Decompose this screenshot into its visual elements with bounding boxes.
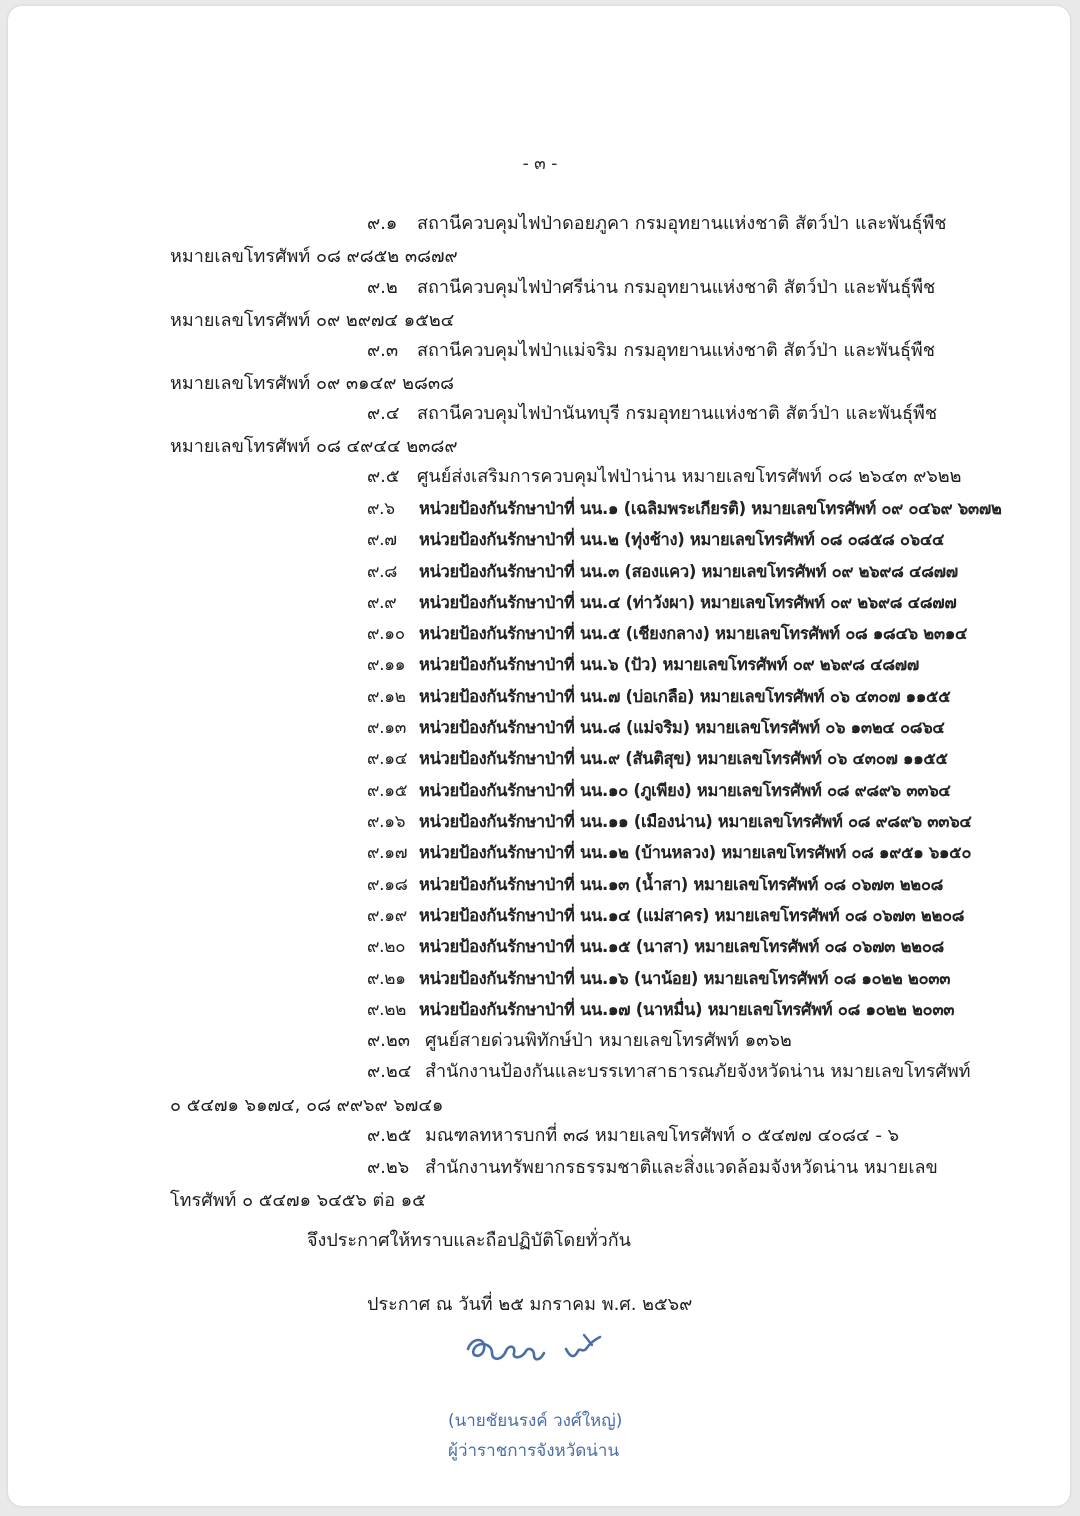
item-text: หน่วยป้องกันรักษาป่าที่ นน.๑๗ (นาหมื่น) หมายเลขโทรศัพท์ ๐๘ ๑๐๒๒ ๒๐๓๓ [419, 1000, 955, 1019]
list-item [367, 997, 954, 1023]
item-text: สถานีควบคุมไฟป่านันทบุรี กรมอุทยานแห่งชาติ สัตว์ป่า และพันธุ์พืช [417, 403, 938, 424]
list-item [367, 684, 950, 710]
item-number: ๙.๒๑ [367, 969, 406, 989]
list-item [367, 715, 945, 741]
item-text: หน่วยป้องกันรักษาป่าที่ นน.๑๓ (น้ำสา) หมายเลขโทรศัพท์ ๐๘ ๐๖๗๓ ๒๒๐๘ [419, 875, 944, 894]
item-number: ๙.๑๒ [367, 687, 406, 707]
item-text: สถานีควบคุมไฟป่าดอยภูคา กรมอุทยานแห่งชาติ สัตว์ป่า และพันธุ์พืช [417, 213, 947, 234]
item-text: ศูนย์สายด่วนพิทักษ์ป่า หมายเลขโทรศัพท์ ๑๓๖๒ [425, 1030, 792, 1051]
item-text: หน่วยป้องกันรักษาป่าที่ นน.๑๖ (นาน้อย) หมายเลขโทรศัพท์ ๐๘ ๑๐๒๒ ๒๐๓๓ [419, 969, 951, 988]
item-continuation: หมายเลขโทรศัพท์ ๐๘ ๙๘๕๒ ๓๘๗๙ [170, 246, 458, 267]
signer-name: (นายชัยนรงค์ วงศ์ใหญ่) [448, 1411, 623, 1431]
item-text: หน่วยป้องกันรักษาป่าที่ นน.๖ (ปัว) หมายเลขโทรศัพท์ ๐๙ ๒๖๙๘ ๔๘๗๗ [419, 655, 919, 674]
item-text: หน่วยป้องกันรักษาป่าที่ นน.๑๑ (เมืองน่าน) หมายเลขโทรศัพท์ ๐๘ ๙๘๙๖ ๓๓๖๔ [419, 812, 972, 831]
list-item [367, 464, 961, 490]
list-item [367, 872, 943, 898]
item-text: หน่วยป้องกันรักษาป่าที่ นน.๑๕ (นาสา) หมายเลขโทรศัพท์ ๐๘ ๐๖๗๓ ๒๒๐๘ [419, 937, 944, 956]
item-number: ๙.๑๖ [367, 812, 406, 832]
item-text: หน่วยป้องกันรักษาป่าที่ นน.๔ (ท่าวังผา) หมายเลขโทรศัพท์ ๐๙ ๒๖๙๘ ๔๘๗๗ [419, 593, 957, 612]
list-item [367, 840, 971, 866]
list-item [367, 746, 948, 772]
item-text: สำนักงานทรัพยากรธรรมชาติและสิ่งแวดล้อมจังหวัดน่าน หมายเลข [425, 1157, 938, 1178]
item-continuation: หมายเลขโทรศัพท์ ๐๙ ๓๑๔๙ ๒๘๓๘ [170, 373, 455, 394]
signature-image [462, 1327, 622, 1379]
item-continuation: ๐ ๕๔๗๑ ๖๑๗๔, ๐๘ ๙๙๖๙ ๖๗๔๑ [170, 1095, 444, 1116]
item-text: หน่วยป้องกันรักษาป่าที่ นน.๘ (แม่จริม) หมายเลขโทรศัพท์ ๐๖ ๑๓๒๔ ๐๘๖๔ [419, 718, 945, 737]
list-item [367, 809, 972, 835]
list-item [367, 590, 956, 616]
page-number: - ๓ - [522, 154, 558, 174]
item-continuation: หมายเลขโทรศัพท์ ๐๙ ๒๙๗๔ ๑๕๒๔ [170, 310, 455, 331]
item-number: ๙.๙ [367, 593, 397, 613]
item-text: สำนักงานป้องกันและบรรเทาสาธารณภัยจังหวัดน่าน หมายเลขโทรศัพท์ [425, 1061, 971, 1082]
item-number: ๙.๑๑ [367, 655, 406, 675]
item-continuation: หมายเลขโทรศัพท์ ๐๘ ๔๙๔๔ ๒๓๘๙ [170, 436, 458, 457]
item-text: หน่วยป้องกันรักษาป่าที่ นน.๓ (สองแคว) หมายเลขโทรศัพท์ ๐๙ ๒๖๙๘ ๔๘๗๗ [419, 562, 958, 581]
list-item [367, 1123, 899, 1149]
list-item [367, 966, 950, 992]
item-text: สถานีควบคุมไฟป่าศรีน่าน กรมอุทยานแห่งชาติ สัตว์ป่า และพันธุ์พืช [417, 277, 936, 298]
list-item [367, 1028, 792, 1054]
item-number: ๙.๑๙ [367, 906, 407, 926]
signature-stroke [584, 1335, 592, 1345]
item-text: หน่วยป้องกันรักษาป่าที่ นน.๗ (บ่อเกลือ) หมายเลขโทรศัพท์ ๐๖ ๔๓๐๗ ๑๑๕๕ [419, 687, 951, 706]
list-item [367, 211, 947, 237]
item-text: หน่วยป้องกันรักษาป่าที่ นน.๑๐ (ภูเพียง) หมายเลขโทรศัพท์ ๐๘ ๙๘๙๖ ๓๓๖๔ [419, 781, 951, 800]
item-number: ๙.๑๘ [367, 875, 408, 895]
item-text: หน่วยป้องกันรักษาป่าที่ นน.๙ (สันติสุข) หมายเลขโทรศัพท์ ๐๖ ๔๓๐๗ ๑๑๕๕ [419, 749, 948, 768]
signature-stroke [566, 1337, 600, 1356]
item-number: ๙.๑๓ [367, 718, 407, 738]
item-text: หน่วยป้องกันรักษาป่าที่ นน.๑ (เฉลิมพระเกียรติ) หมายเลขโทรศัพท์ ๐๙ ๐๔๖๙ ๖๓๗๒ [419, 499, 1002, 518]
list-item [367, 1059, 971, 1085]
item-continuation: โทรศัพท์ ๐ ๕๔๗๑ ๖๔๕๖ ต่อ ๑๕ [170, 1190, 426, 1211]
list-item [367, 934, 944, 960]
item-text: สถานีควบคุมไฟป่าแม่จริม กรมอุทยานแห่งชาติ สัตว์ป่า และพันธุ์พืช [417, 340, 936, 361]
item-text: ศูนย์ส่งเสริมการควบคุมไฟป่าน่าน หมายเลขโทรศัพท์ ๐๘ ๒๖๔๓ ๙๖๒๒ [417, 466, 962, 487]
list-item [367, 778, 951, 804]
item-text: มณฑลทหารบกที่ ๓๘ หมายเลขโทรศัพท์ ๐ ๕๔๗๗ ๔๐๘๔ - ๖ [425, 1125, 900, 1146]
list-item [367, 527, 944, 553]
item-number: ๙.๖ [367, 499, 395, 519]
item-number: ๙.๔ [367, 403, 400, 424]
item-number: ๙.๒๒ [367, 1000, 407, 1020]
item-number: ๙.๒ [367, 277, 398, 298]
item-number: ๙.๓ [367, 340, 399, 361]
item-number: ๙.๒๓ [367, 1030, 411, 1051]
list-item [367, 275, 935, 301]
item-text: หน่วยป้องกันรักษาป่าที่ นน.๒ (ทุ่งช้าง) หมายเลขโทรศัพท์ ๐๘ ๐๘๕๘ ๐๖๔๔ [419, 530, 945, 549]
signer-title: ผู้ว่าราชการจังหวัดน่าน [448, 1441, 620, 1461]
closing-statement: จึงประกาศให้ทราบและถือปฏิบัติโดยทั่วกัน [307, 1230, 631, 1251]
list-item [367, 401, 937, 427]
list-item [367, 559, 958, 585]
item-text: หน่วยป้องกันรักษาป่าที่ นน.๑๔ (แม่สาคร) หมายเลขโทรศัพท์ ๐๘ ๐๖๗๓ ๒๒๐๘ [419, 906, 965, 925]
list-item [367, 652, 919, 678]
list-item [367, 1155, 938, 1181]
item-number: ๙.๑ [367, 213, 398, 234]
announcement-date: ประกาศ ณ วันที่ ๒๕ มกราคม พ.ศ. ๒๕๖๙ [367, 1294, 693, 1315]
item-number: ๙.๑๕ [367, 781, 408, 801]
list-item [367, 903, 964, 929]
signature-stroke [468, 1340, 544, 1359]
item-number: ๙.๕ [367, 466, 400, 487]
item-text: หน่วยป้องกันรักษาป่าที่ นน.๕ (เชียงกลาง) หมายเลขโทรศัพท์ ๐๘ ๑๘๔๖ ๒๓๑๔ [419, 624, 968, 643]
item-number: ๙.๒๖ [367, 1157, 410, 1178]
item-number: ๙.๒๕ [367, 1125, 412, 1146]
item-number: ๙.๑๔ [367, 749, 408, 769]
list-item [367, 338, 935, 364]
item-number: ๙.๗ [367, 530, 397, 550]
item-number: ๙.๒๐ [367, 937, 406, 957]
item-number: ๙.๑๗ [367, 843, 408, 863]
list-item [367, 496, 1002, 522]
item-number: ๙.๘ [367, 562, 398, 582]
item-number: ๙.๑๐ [367, 624, 405, 644]
item-number: ๙.๒๔ [367, 1061, 412, 1082]
item-text: หน่วยป้องกันรักษาป่าที่ นน.๑๒ (บ้านหลวง) หมายเลขโทรศัพท์ ๐๘ ๑๙๕๑ ๖๑๕๐ [419, 843, 972, 862]
list-item [367, 621, 967, 647]
